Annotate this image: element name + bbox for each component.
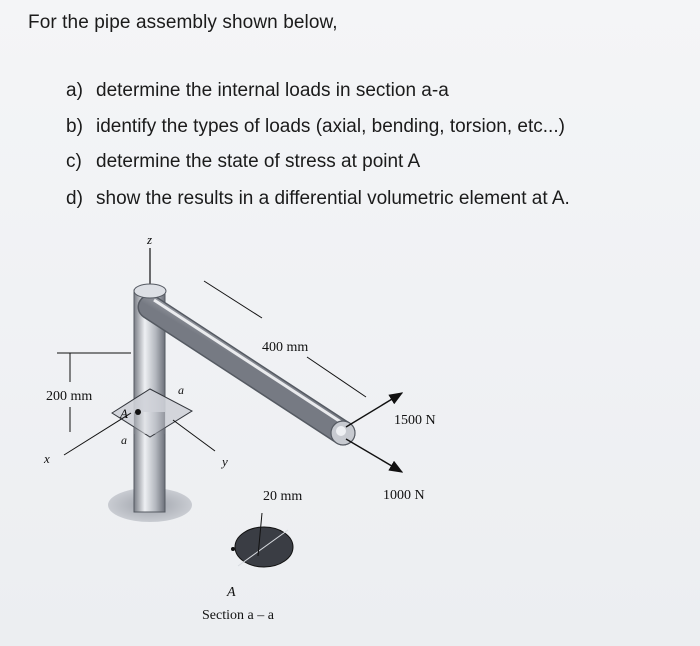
pipe-through-plane — [134, 412, 165, 434]
load-1500-label: 1500 N — [394, 413, 436, 428]
problem-prompt: For the pipe assembly shown below, — [28, 12, 338, 33]
task-a-label: a) — [66, 80, 83, 101]
section-diameter-label: 20 mm — [263, 489, 303, 504]
y-axis-line — [173, 420, 215, 451]
dim-400-line-lower — [307, 357, 366, 397]
y-axis-label: y — [222, 454, 228, 469]
point-a-label: A — [120, 406, 128, 421]
dim-400-line-upper — [204, 281, 262, 318]
section-mark-top: a — [178, 383, 184, 397]
z-axis-label: z — [147, 232, 153, 247]
load-1000-label: 1000 N — [383, 488, 425, 503]
task-a-text: determine the internal loads in section a-a — [96, 80, 449, 101]
load-arrow-1000 — [346, 439, 402, 472]
x-axis-label: x — [44, 451, 50, 466]
pipe-top-cap — [134, 284, 166, 298]
task-d-text: show the results in a differential volumetric element at A. — [96, 188, 570, 209]
dim-200-label: 200 mm — [46, 389, 93, 404]
task-c-label: c) — [66, 151, 82, 172]
arm-end-cap-shine — [336, 426, 346, 436]
task-d-label: d) — [66, 188, 83, 209]
section-detail-point-a — [231, 547, 235, 551]
task-b-text: identify the types of loads (axial, bending, torsion, etc...) — [96, 116, 565, 137]
task-c-text: determine the state of stress at point A — [96, 151, 421, 172]
dim-400-label: 400 mm — [262, 340, 309, 355]
task-b-label: b) — [66, 116, 83, 137]
section-point-a-label: A — [227, 585, 236, 600]
section-caption: Section a – a — [202, 608, 274, 623]
point-a-marker — [135, 409, 141, 415]
section-mark-bottom: a — [121, 433, 127, 447]
